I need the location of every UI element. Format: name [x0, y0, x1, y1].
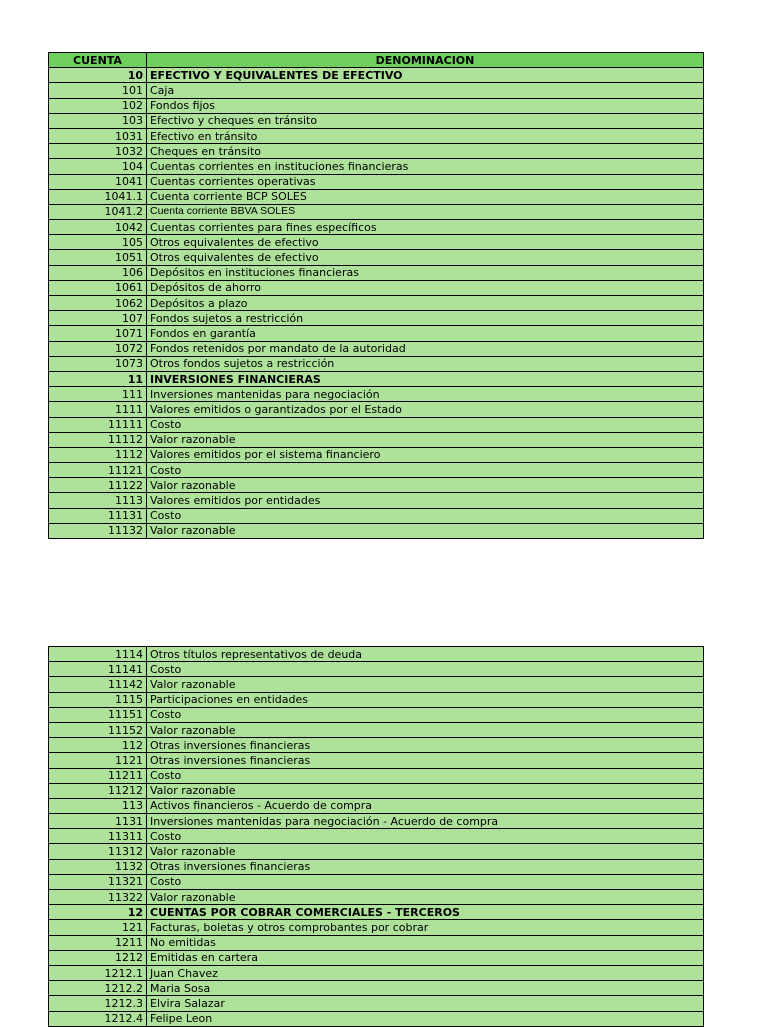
- table-row: [49, 981, 704, 996]
- table-row: [49, 402, 704, 417]
- account-name-cell[interactable]: Depósitos de ahorro: [147, 280, 704, 295]
- table-row: [49, 692, 704, 707]
- table-row: [49, 387, 704, 402]
- account-code-cell[interactable]: 101: [49, 83, 147, 98]
- account-name-cell[interactable]: Valores emitidos por entidades: [147, 493, 704, 508]
- table-row: [49, 493, 704, 508]
- account-name-cell[interactable]: Fondos sujetos a restricción: [147, 311, 704, 326]
- account-code-cell[interactable]: 1041.2: [49, 204, 147, 219]
- account-code-cell[interactable]: 112: [49, 738, 147, 753]
- table-row: [49, 859, 704, 874]
- table-row: [49, 280, 704, 295]
- account-code-cell[interactable]: 1073: [49, 356, 147, 371]
- account-name-cell[interactable]: No emitidas: [147, 935, 704, 950]
- account-name-cell[interactable]: Costo: [147, 417, 704, 432]
- table-row: [49, 662, 704, 677]
- header-cuenta: CUENTA: [49, 53, 147, 68]
- table-row: [49, 174, 704, 189]
- account-name-cell[interactable]: Valor razonable: [147, 478, 704, 493]
- table-row: [49, 371, 704, 386]
- account-code-cell[interactable]: 11122: [49, 478, 147, 493]
- account-code-cell[interactable]: 1132: [49, 859, 147, 874]
- account-name-cell[interactable]: Cuentas corrientes operativas: [147, 174, 704, 189]
- account-code-cell[interactable]: 1071: [49, 326, 147, 341]
- account-code-cell[interactable]: 102: [49, 98, 147, 113]
- account-code-cell[interactable]: 1042: [49, 220, 147, 235]
- table-row: [49, 417, 704, 432]
- account-code-cell[interactable]: 11212: [49, 783, 147, 798]
- account-name-cell[interactable]: Costo: [147, 463, 704, 478]
- table-row: [49, 341, 704, 356]
- table-row: [49, 523, 704, 538]
- table-row: [49, 768, 704, 783]
- account-code-cell[interactable]: 103: [49, 113, 147, 128]
- account-name-cell[interactable]: Otros equivalentes de efectivo: [147, 235, 704, 250]
- table-row: [49, 447, 704, 462]
- account-code-cell[interactable]: 1111: [49, 402, 147, 417]
- account-name-cell[interactable]: Otras inversiones financieras: [147, 738, 704, 753]
- account-code-cell[interactable]: 1131: [49, 814, 147, 829]
- account-name-cell[interactable]: Facturas, boletas y otros comprobantes por cobrar: [147, 920, 704, 935]
- account-name-cell[interactable]: Costo: [147, 829, 704, 844]
- header-row: [49, 53, 704, 68]
- account-code-cell[interactable]: 1212: [49, 950, 147, 965]
- account-name-cell[interactable]: Depósitos en instituciones financieras: [147, 265, 704, 280]
- account-code-cell[interactable]: 106: [49, 265, 147, 280]
- table-row: [49, 814, 704, 829]
- table-row: [49, 326, 704, 341]
- account-code-cell[interactable]: 1212.3: [49, 996, 147, 1011]
- table-row: [49, 356, 704, 371]
- table-row: [49, 890, 704, 905]
- table-row: [49, 965, 704, 980]
- table-row: [49, 647, 704, 662]
- account-name-cell[interactable]: Cuentas corrientes para fines específicos: [147, 220, 704, 235]
- table-row: [49, 220, 704, 235]
- table-row: [49, 83, 704, 98]
- account-name-cell[interactable]: Valor razonable: [147, 844, 704, 859]
- account-code-cell[interactable]: 104: [49, 159, 147, 174]
- account-code-cell[interactable]: 11142: [49, 677, 147, 692]
- account-name-cell[interactable]: Costo: [147, 874, 704, 889]
- account-name-cell[interactable]: Costo: [147, 508, 704, 523]
- account-name-cell[interactable]: Fondos fijos: [147, 98, 704, 113]
- account-code-cell[interactable]: 11211: [49, 768, 147, 783]
- account-name-cell[interactable]: Otros fondos sujetos a restricción: [147, 356, 704, 371]
- account-name-cell[interactable]: Felipe Leon: [147, 1011, 704, 1026]
- account-name-cell[interactable]: Costo: [147, 768, 704, 783]
- table-row: [49, 463, 704, 478]
- account-name-cell[interactable]: Costo: [147, 707, 704, 722]
- account-code-cell[interactable]: 1041.1: [49, 189, 147, 204]
- account-name-cell[interactable]: Otros títulos representativos de deuda: [147, 647, 704, 662]
- accounts-table-2: [48, 646, 704, 1027]
- account-code-cell[interactable]: 1114: [49, 647, 147, 662]
- table-row: [49, 265, 704, 280]
- account-code-cell[interactable]: 1212.2: [49, 981, 147, 996]
- accounts-table-1: [48, 52, 704, 539]
- account-name-cell[interactable]: Cuenta corriente BCP SOLES: [147, 189, 704, 204]
- account-code-cell[interactable]: 1211: [49, 935, 147, 950]
- table-row: [49, 128, 704, 143]
- account-code-cell[interactable]: 1072: [49, 341, 147, 356]
- account-name-cell[interactable]: Emitidas en cartera: [147, 950, 704, 965]
- account-name-cell[interactable]: Fondos en garantía: [147, 326, 704, 341]
- table-row: [49, 798, 704, 813]
- account-name-cell[interactable]: Otras inversiones financieras: [147, 753, 704, 768]
- account-name-cell[interactable]: Valor razonable: [147, 523, 704, 538]
- account-name-cell[interactable]: Inversiones mantenidas para negociación - Acuerdo de compra: [147, 814, 704, 829]
- account-code-cell[interactable]: 11132: [49, 523, 147, 538]
- account-code-cell[interactable]: 11312: [49, 844, 147, 859]
- table-row: [49, 432, 704, 447]
- account-code-cell[interactable]: 11322: [49, 890, 147, 905]
- table-row: [49, 874, 704, 889]
- table-row: [49, 677, 704, 692]
- table-row: [49, 950, 704, 965]
- account-code-cell[interactable]: 1113: [49, 493, 147, 508]
- account-name-cell[interactable]: Fondos retenidos por mandato de la autoridad: [147, 341, 704, 356]
- table-row: [49, 68, 704, 83]
- table-row: [49, 722, 704, 737]
- account-name-cell[interactable]: Valor razonable: [147, 722, 704, 737]
- table-row: [49, 508, 704, 523]
- account-code-cell[interactable]: 1212.1: [49, 965, 147, 980]
- account-name-cell[interactable]: Depósitos a plazo: [147, 296, 704, 311]
- account-name-cell[interactable]: Efectivo en tránsito: [147, 128, 704, 143]
- account-code-cell[interactable]: 11111: [49, 417, 147, 432]
- account-code-cell[interactable]: 11112: [49, 432, 147, 447]
- table-row: [49, 113, 704, 128]
- account-code-cell[interactable]: 1062: [49, 296, 147, 311]
- account-code-cell[interactable]: 113: [49, 798, 147, 813]
- account-code-cell[interactable]: 11311: [49, 829, 147, 844]
- header-denominacion: DENOMINACION: [147, 53, 704, 68]
- table-row: [49, 204, 704, 219]
- account-code-cell[interactable]: 11151: [49, 707, 147, 722]
- account-name-cell[interactable]: Cuentas corrientes en instituciones financieras: [147, 159, 704, 174]
- account-code-cell[interactable]: 1051: [49, 250, 147, 265]
- account-code-cell[interactable]: 11131: [49, 508, 147, 523]
- account-code-cell[interactable]: 11121: [49, 463, 147, 478]
- account-name-cell[interactable]: Cheques en tránsito: [147, 144, 704, 159]
- account-name-cell[interactable]: Cuenta corriente BBVA SOLES: [147, 204, 704, 219]
- account-name-cell[interactable]: INVERSIONES FINANCIERAS: [147, 371, 704, 386]
- table-row: [49, 738, 704, 753]
- account-name-cell[interactable]: Valor razonable: [147, 432, 704, 447]
- table-row: [49, 478, 704, 493]
- account-code-cell[interactable]: 111: [49, 387, 147, 402]
- account-code-cell[interactable]: 11141: [49, 662, 147, 677]
- account-code-cell[interactable]: 1032: [49, 144, 147, 159]
- account-code-cell[interactable]: 107: [49, 311, 147, 326]
- table-row: [49, 920, 704, 935]
- table-row: [49, 783, 704, 798]
- account-code-cell[interactable]: 1041: [49, 174, 147, 189]
- account-name-cell[interactable]: Activos financieros - Acuerdo de compra: [147, 798, 704, 813]
- account-name-cell[interactable]: Valor razonable: [147, 783, 704, 798]
- account-code-cell[interactable]: 1112: [49, 447, 147, 462]
- account-code-cell[interactable]: 11152: [49, 722, 147, 737]
- account-name-cell[interactable]: Maria Sosa: [147, 981, 704, 996]
- account-name-cell[interactable]: Otras inversiones financieras: [147, 859, 704, 874]
- table-row: [49, 296, 704, 311]
- account-code-cell[interactable]: 1031: [49, 128, 147, 143]
- table-row: [49, 829, 704, 844]
- account-name-cell[interactable]: Otros equivalentes de efectivo: [147, 250, 704, 265]
- account-name-cell[interactable]: Juan Chavez: [147, 965, 704, 980]
- table-row: [49, 905, 704, 920]
- account-code-cell[interactable]: 1061: [49, 280, 147, 295]
- account-code-cell[interactable]: 11321: [49, 874, 147, 889]
- account-code-cell[interactable]: 105: [49, 235, 147, 250]
- account-name-cell[interactable]: Valores emitidos por el sistema financiero: [147, 447, 704, 462]
- table-row: [49, 235, 704, 250]
- account-name-cell[interactable]: Valor razonable: [147, 677, 704, 692]
- account-code-cell[interactable]: 1115: [49, 692, 147, 707]
- account-name-cell[interactable]: Inversiones mantenidas para negociación: [147, 387, 704, 402]
- account-code-cell[interactable]: 1212.4: [49, 1011, 147, 1026]
- table-row: [49, 935, 704, 950]
- account-code-cell[interactable]: 10: [49, 68, 147, 83]
- table-body: [49, 647, 704, 1027]
- table-row: [49, 707, 704, 722]
- account-code-cell[interactable]: 1121: [49, 753, 147, 768]
- table-body: [49, 68, 704, 539]
- account-name-cell[interactable]: Valores emitidos o garantizados por el Estado: [147, 402, 704, 417]
- table-row: [49, 753, 704, 768]
- account-code-cell[interactable]: 12: [49, 905, 147, 920]
- account-code-cell[interactable]: 121: [49, 920, 147, 935]
- account-name-cell[interactable]: Caja: [147, 83, 704, 98]
- account-name-cell[interactable]: EFECTIVO Y EQUIVALENTES DE EFECTIVO: [147, 68, 704, 83]
- account-name-cell[interactable]: Costo: [147, 662, 704, 677]
- table-row: [49, 311, 704, 326]
- account-code-cell[interactable]: 11: [49, 371, 147, 386]
- account-name-cell[interactable]: Elvira Salazar: [147, 996, 704, 1011]
- table-row: [49, 844, 704, 859]
- table-row: [49, 189, 704, 204]
- account-name-cell[interactable]: Efectivo y cheques en tránsito: [147, 113, 704, 128]
- account-name-cell[interactable]: Participaciones en entidades: [147, 692, 704, 707]
- table-row: [49, 159, 704, 174]
- table-row: [49, 98, 704, 113]
- table-row: [49, 144, 704, 159]
- table-row: [49, 996, 704, 1011]
- account-name-cell[interactable]: CUENTAS POR COBRAR COMERCIALES - TERCEROS: [147, 905, 704, 920]
- table-row: [49, 250, 704, 265]
- account-name-cell[interactable]: Valor razonable: [147, 890, 704, 905]
